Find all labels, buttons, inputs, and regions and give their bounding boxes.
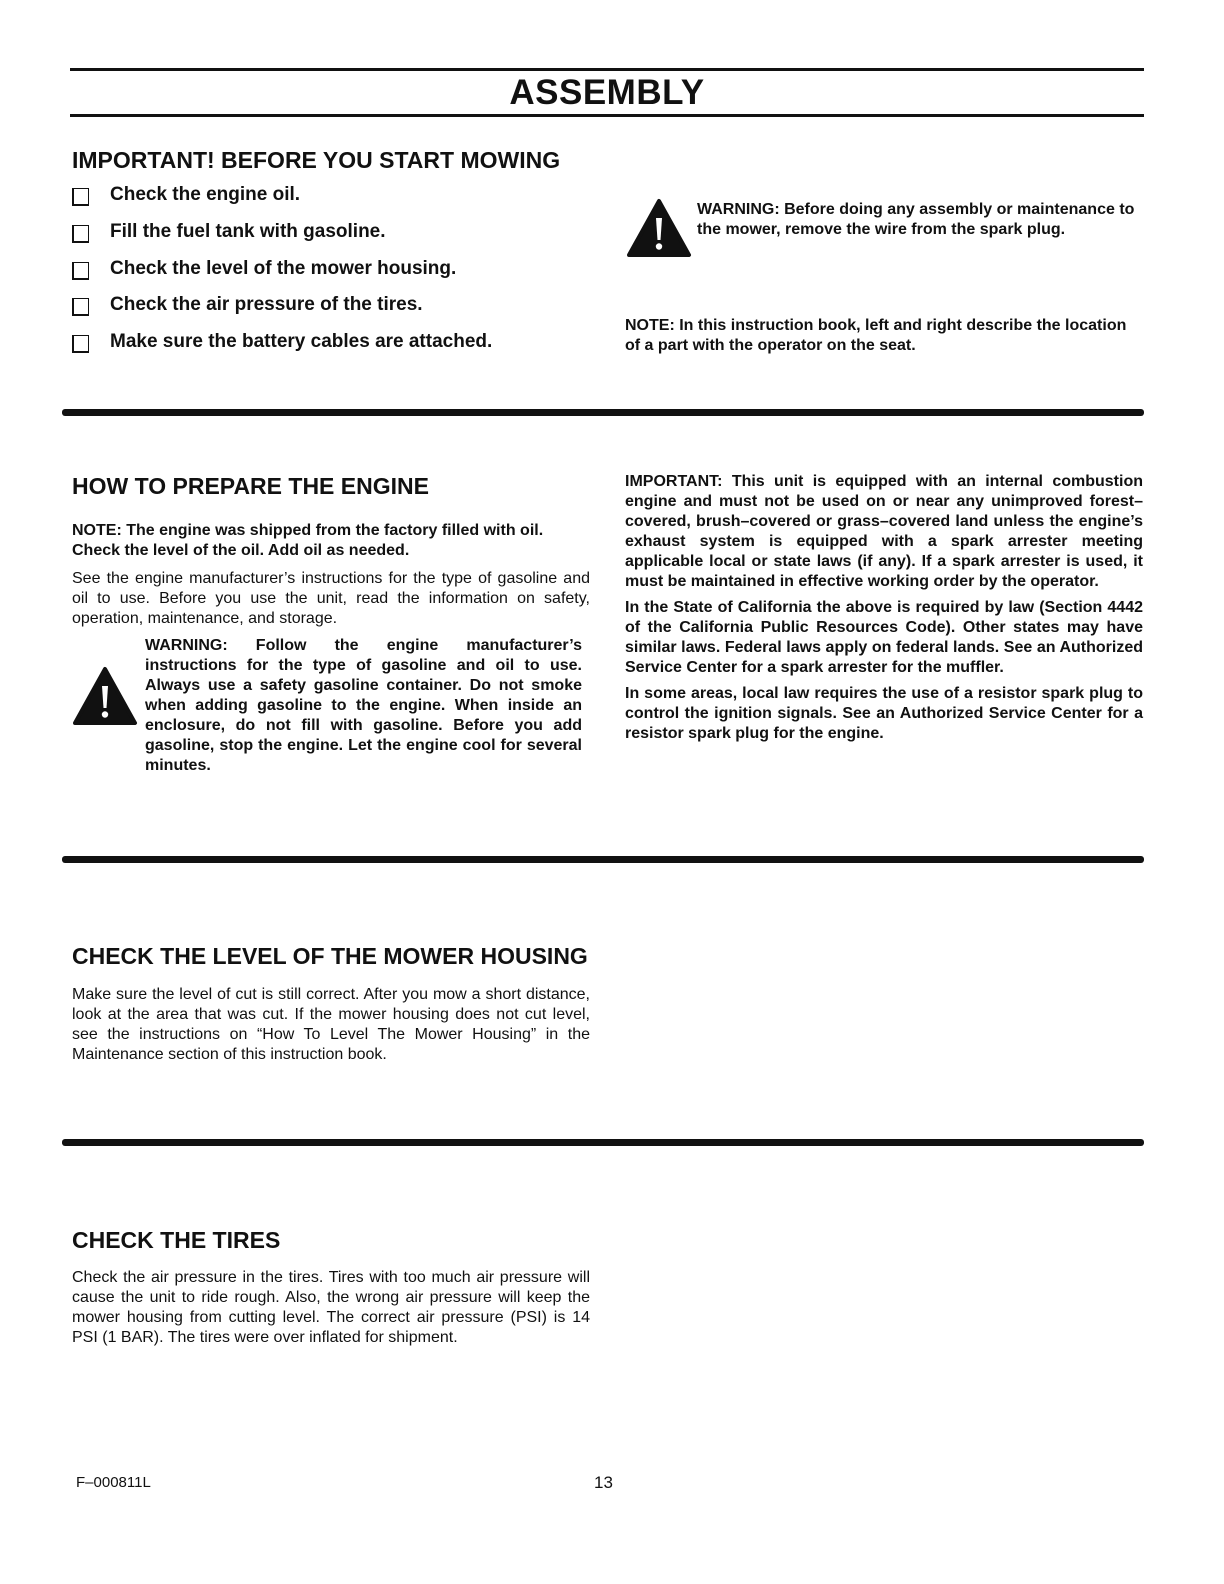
checkbox-icon [72, 335, 89, 353]
checklist-item-label: Check the air pressure of the tires. [110, 294, 423, 316]
header-rule-top [70, 68, 1144, 71]
before-mowing-title: IMPORTANT! BEFORE YOU START MOWING [72, 147, 561, 173]
checklist-item [72, 183, 612, 220]
checklist-item [72, 257, 612, 294]
header-rule-bottom [70, 114, 1144, 117]
warning-triangle-icon [626, 198, 692, 258]
checklist-item-label: Check the engine oil. [110, 184, 301, 205]
tires-body: Check the air pressure in the tires. Tires with too much air pressure will cause the unit to ride rough. Also, the wrong air pressure will keep the mower housing from cutting level. The correct air pressure (PSI) is 14 PSI (1 BAR). The tires were over inflated for shipment. [72, 1269, 590, 1346]
checklist-item [72, 293, 612, 330]
important-paragraph: In the State of California the above is required by law (Section 4442 of the California Public Resources Code). Other states may have similar laws. Federal laws apply on federal lands. See an Authorized Service Center for a spark arrester for the muffler. [625, 599, 1143, 676]
prepare-engine-warning: WARNING: Follow the engine manufacturer’s instructions for the type of gasoline and oil to use. Always use a safety gasoline container. Do not smoke when adding gasoline to the engine. When inside an enclosure, do not fill with gasoline. Before you add gasoline, stop the engine. Let the engine cool for several minutes. [145, 637, 582, 774]
before-mowing-checklist [72, 183, 612, 367]
section-divider [62, 856, 1144, 863]
prepare-engine-body: See the engine manufacturer’s instructions for the type of gasoline and oil to use. Before you use the unit, read the information on safety, operation, maintenance, and storage. [72, 570, 590, 627]
checklist-item [72, 220, 612, 257]
footer-code: F–000811L [76, 1474, 151, 1491]
section-divider [62, 409, 1144, 416]
prepare-engine-title: HOW TO PREPARE THE ENGINE [72, 473, 429, 499]
page-title: ASSEMBLY [509, 73, 705, 112]
checklist-item-label: Fill the fuel tank with gasoline. [110, 220, 386, 242]
checkbox-icon [72, 225, 89, 243]
important-paragraph: In some areas, local law requires the use of a resistor spark plug to control the ignition signals. See an Authorized Service Center for a resistor spark plug for the engine. [625, 685, 1143, 742]
important-paragraph: IMPORTANT: This unit is equipped with an internal combustion engine and must not be used on or near any unimproved forest–covered, brush–covered or grass–covered land unless the engine’s exhaust system is equipped with a spark arrester meeting applicable local or state laws (if any). If a spark arrester is used, it must be maintained in effective working order by the operator. [625, 473, 1143, 590]
before-mowing-warning: WARNING: Before doing any assembly or maintenance to the mower, remove the wire from the spark plug. [697, 201, 1135, 238]
checklist-item [72, 330, 612, 367]
checkbox-icon [72, 298, 89, 316]
tires-title: CHECK THE TIRES [72, 1227, 281, 1253]
mower-housing-title: CHECK THE LEVEL OF THE MOWER HOUSING [72, 943, 588, 969]
prepare-engine-note: NOTE: The engine was shipped from the factory filled with oil. Check the level of the oil. Add oil as needed. [72, 522, 544, 559]
checkbox-icon [72, 188, 89, 206]
checklist-item-label: Check the level of the mower housing. [110, 257, 457, 279]
section-divider [62, 1139, 1144, 1146]
mower-housing-body: Make sure the level of cut is still correct. After you mow a short distance, look at the area that was cut. If the mower housing does not cut level, see the instructions on “How To Level The Mower Housing” in the Maintenance section of this instruction book. [72, 986, 590, 1063]
page-number: 13 [594, 1473, 613, 1492]
checklist-item-label: Make sure the battery cables are attached. [110, 331, 493, 353]
important-block [625, 472, 1143, 744]
warning-triangle-icon [72, 666, 138, 726]
checkbox-icon [72, 262, 89, 280]
before-mowing-note: NOTE: In this instruction book, left and right describe the location of a part with the operator on the seat. [625, 317, 1127, 354]
